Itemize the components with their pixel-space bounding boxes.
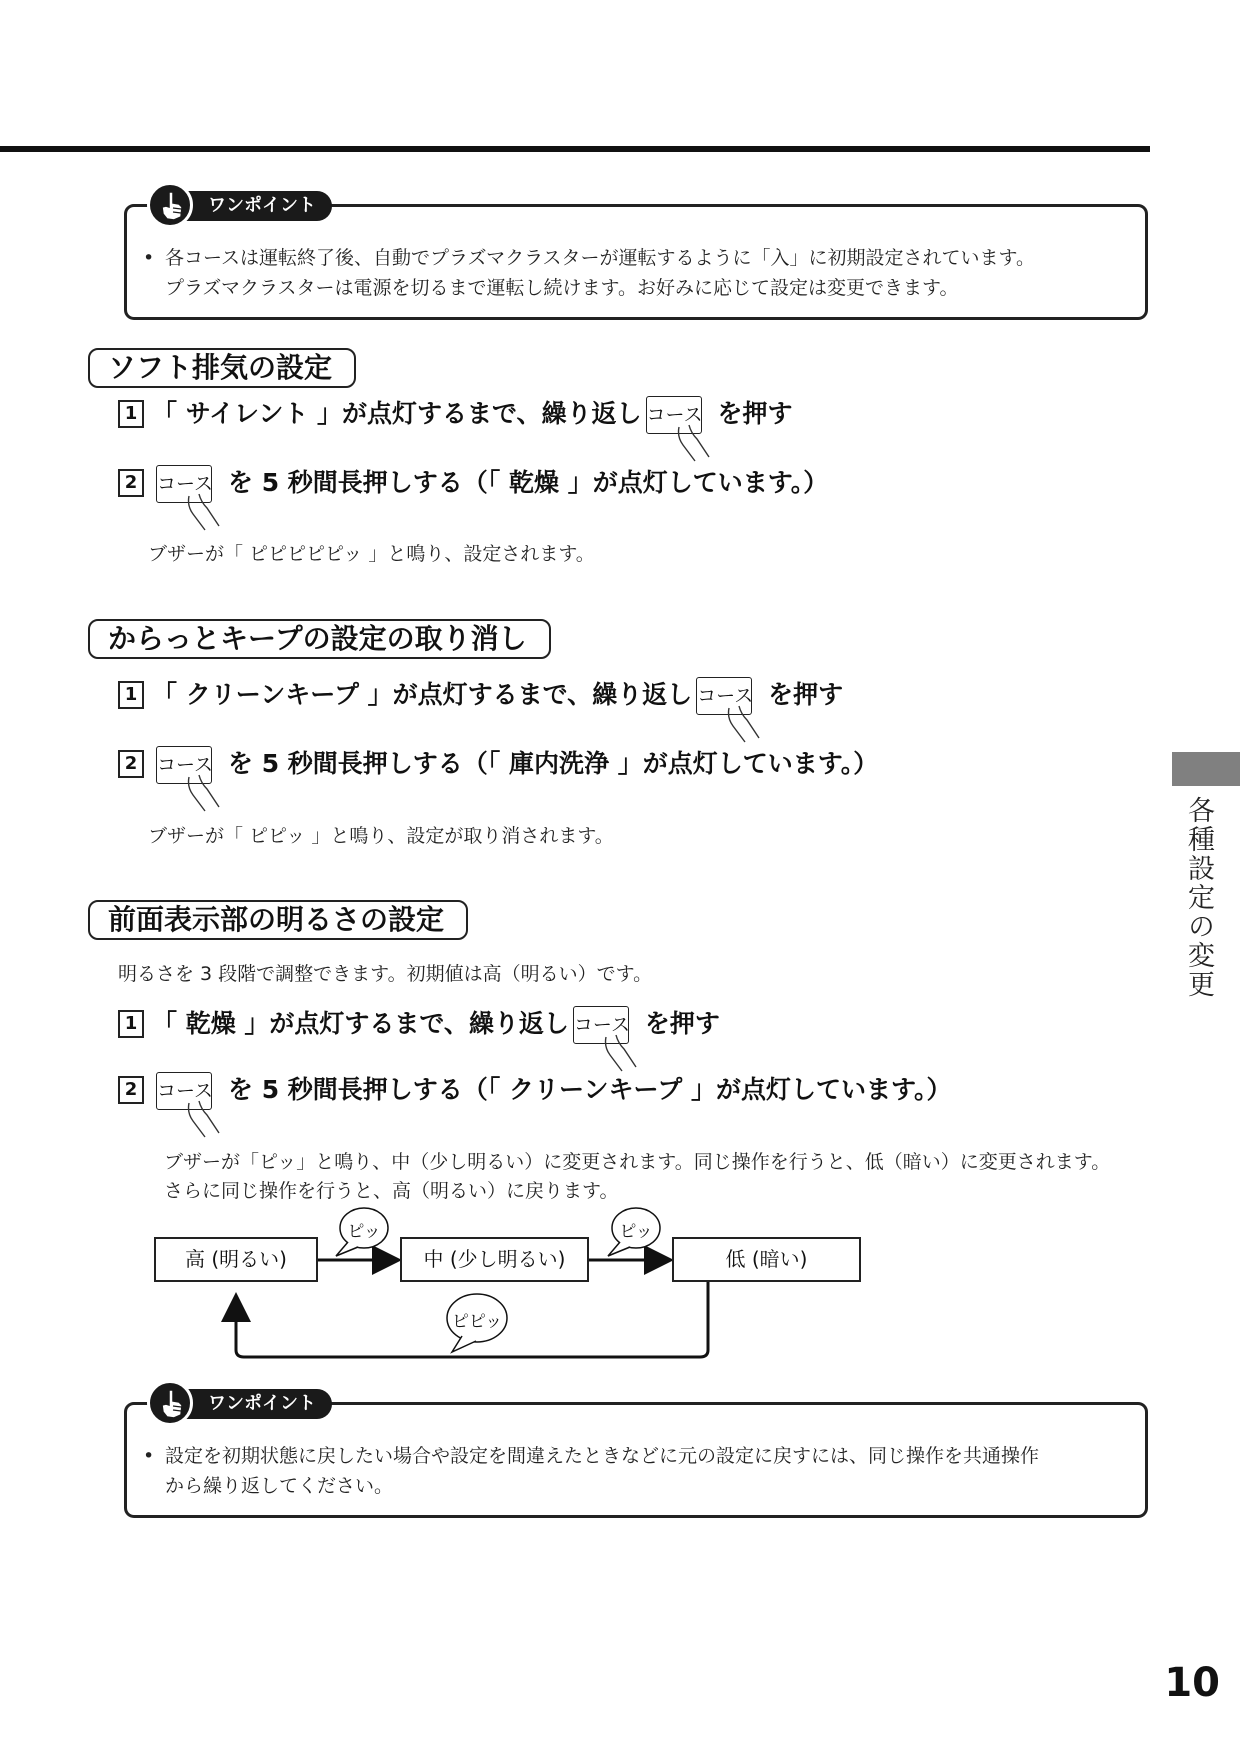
section-heading-display-brightness: 前面表示部の明るさの設定 — [88, 900, 468, 940]
brightness-high-box: 高 (明るい) — [154, 1237, 318, 1282]
step-number: 1 — [118, 1010, 144, 1038]
step-text: を 5 秒間長押しする（「 乾燥 」が点灯しています。） — [228, 468, 829, 497]
step-number: 2 — [118, 1076, 144, 1104]
buzzer-note: ブザーが「 ピピピピピッ 」と鳴り、設定されます。 — [148, 543, 595, 565]
step-text: 「 乾燥 」が点灯するまで、繰り返し — [152, 1009, 569, 1038]
step-number: 2 — [118, 750, 144, 778]
tip-line-2: から繰り返してください。 — [165, 1475, 394, 1497]
step-text: 「 サイレント 」が点灯するまで、繰り返し — [152, 399, 642, 428]
course-button[interactable]: コース — [696, 677, 752, 715]
step-number: 2 — [118, 469, 144, 497]
course-button[interactable]: コース — [156, 746, 212, 784]
bullet: • — [143, 247, 155, 269]
step-text: を 5 秒間長押しする（「 クリーンキープ 」が点灯しています。） — [228, 1075, 952, 1104]
sound-label: ピピッ — [451, 1312, 503, 1332]
step-text-end: を押す — [768, 680, 844, 709]
tip-line-1: 設定を初期状態に戻したい場合や設定を間違えたときなどに元の設定に戻すには、同じ操作を共通操作 — [165, 1445, 1040, 1467]
section-heading-karatto-keep-cancel: からっとキープの設定の取り消し — [88, 619, 551, 659]
one-point-badge: ワンポイント — [150, 1389, 332, 1419]
tip-box-reset — [124, 1402, 1148, 1518]
step-text-end: を押す — [717, 399, 793, 428]
note-line-2: さらに同じ操作を行うと、高（明るい）に戻ります。 — [164, 1180, 619, 1202]
course-button[interactable]: コース — [156, 1072, 212, 1110]
buzzer-note: ブザーが「 ピピッ 」と鳴り、設定が取り消されます。 — [148, 825, 614, 847]
note-line-1: ブザーが「ピッ」と鳴り、中（少し明るい）に変更されます。同じ操作を行うと、低（暗い）に変更されます。 — [164, 1151, 1111, 1173]
chapter-label: 各種設定の変更 — [1183, 796, 1214, 999]
course-button[interactable]: コース — [573, 1006, 629, 1044]
chapter-tab-marker — [1172, 752, 1240, 786]
sound-label: ピッ — [619, 1222, 653, 1242]
course-button[interactable]: コース — [156, 465, 212, 503]
step-text: を 5 秒間長押しする（「 庫内洗浄 」が点灯しています。） — [228, 749, 879, 778]
brightness-intro: 明るさを 3 段階で調整できます。初期値は高（明るい）です。 — [118, 963, 653, 985]
tip-line-2: プラズマクラスターは電源を切るまで運転し続けます。お好みに応じて設定は変更できます。 — [165, 277, 959, 299]
sound-label: ピッ — [347, 1222, 381, 1242]
pointing-hand-icon — [147, 1380, 193, 1426]
step-number: 1 — [118, 400, 144, 428]
section-heading-soft-exhaust: ソフト排気の設定 — [88, 348, 356, 388]
course-button[interactable]: コース — [646, 396, 702, 434]
page-number: 10 — [1164, 1660, 1220, 1706]
step-text-end: を押す — [644, 1009, 720, 1038]
brightness-mid-box: 中 (少し明るい) — [400, 1237, 589, 1282]
one-point-badge: ワンポイント — [150, 191, 332, 221]
tip-line-1: 各コースは運転終了後、自動でプラズマクラスターが運転するように「入」に初期設定されています。 — [165, 247, 1036, 269]
brightness-low-box: 低 (暗い) — [672, 1237, 861, 1282]
step-number: 1 — [118, 681, 144, 709]
bullet: • — [143, 1445, 155, 1467]
step-text: 「 クリーンキープ 」が点灯するまで、繰り返し — [152, 680, 693, 709]
